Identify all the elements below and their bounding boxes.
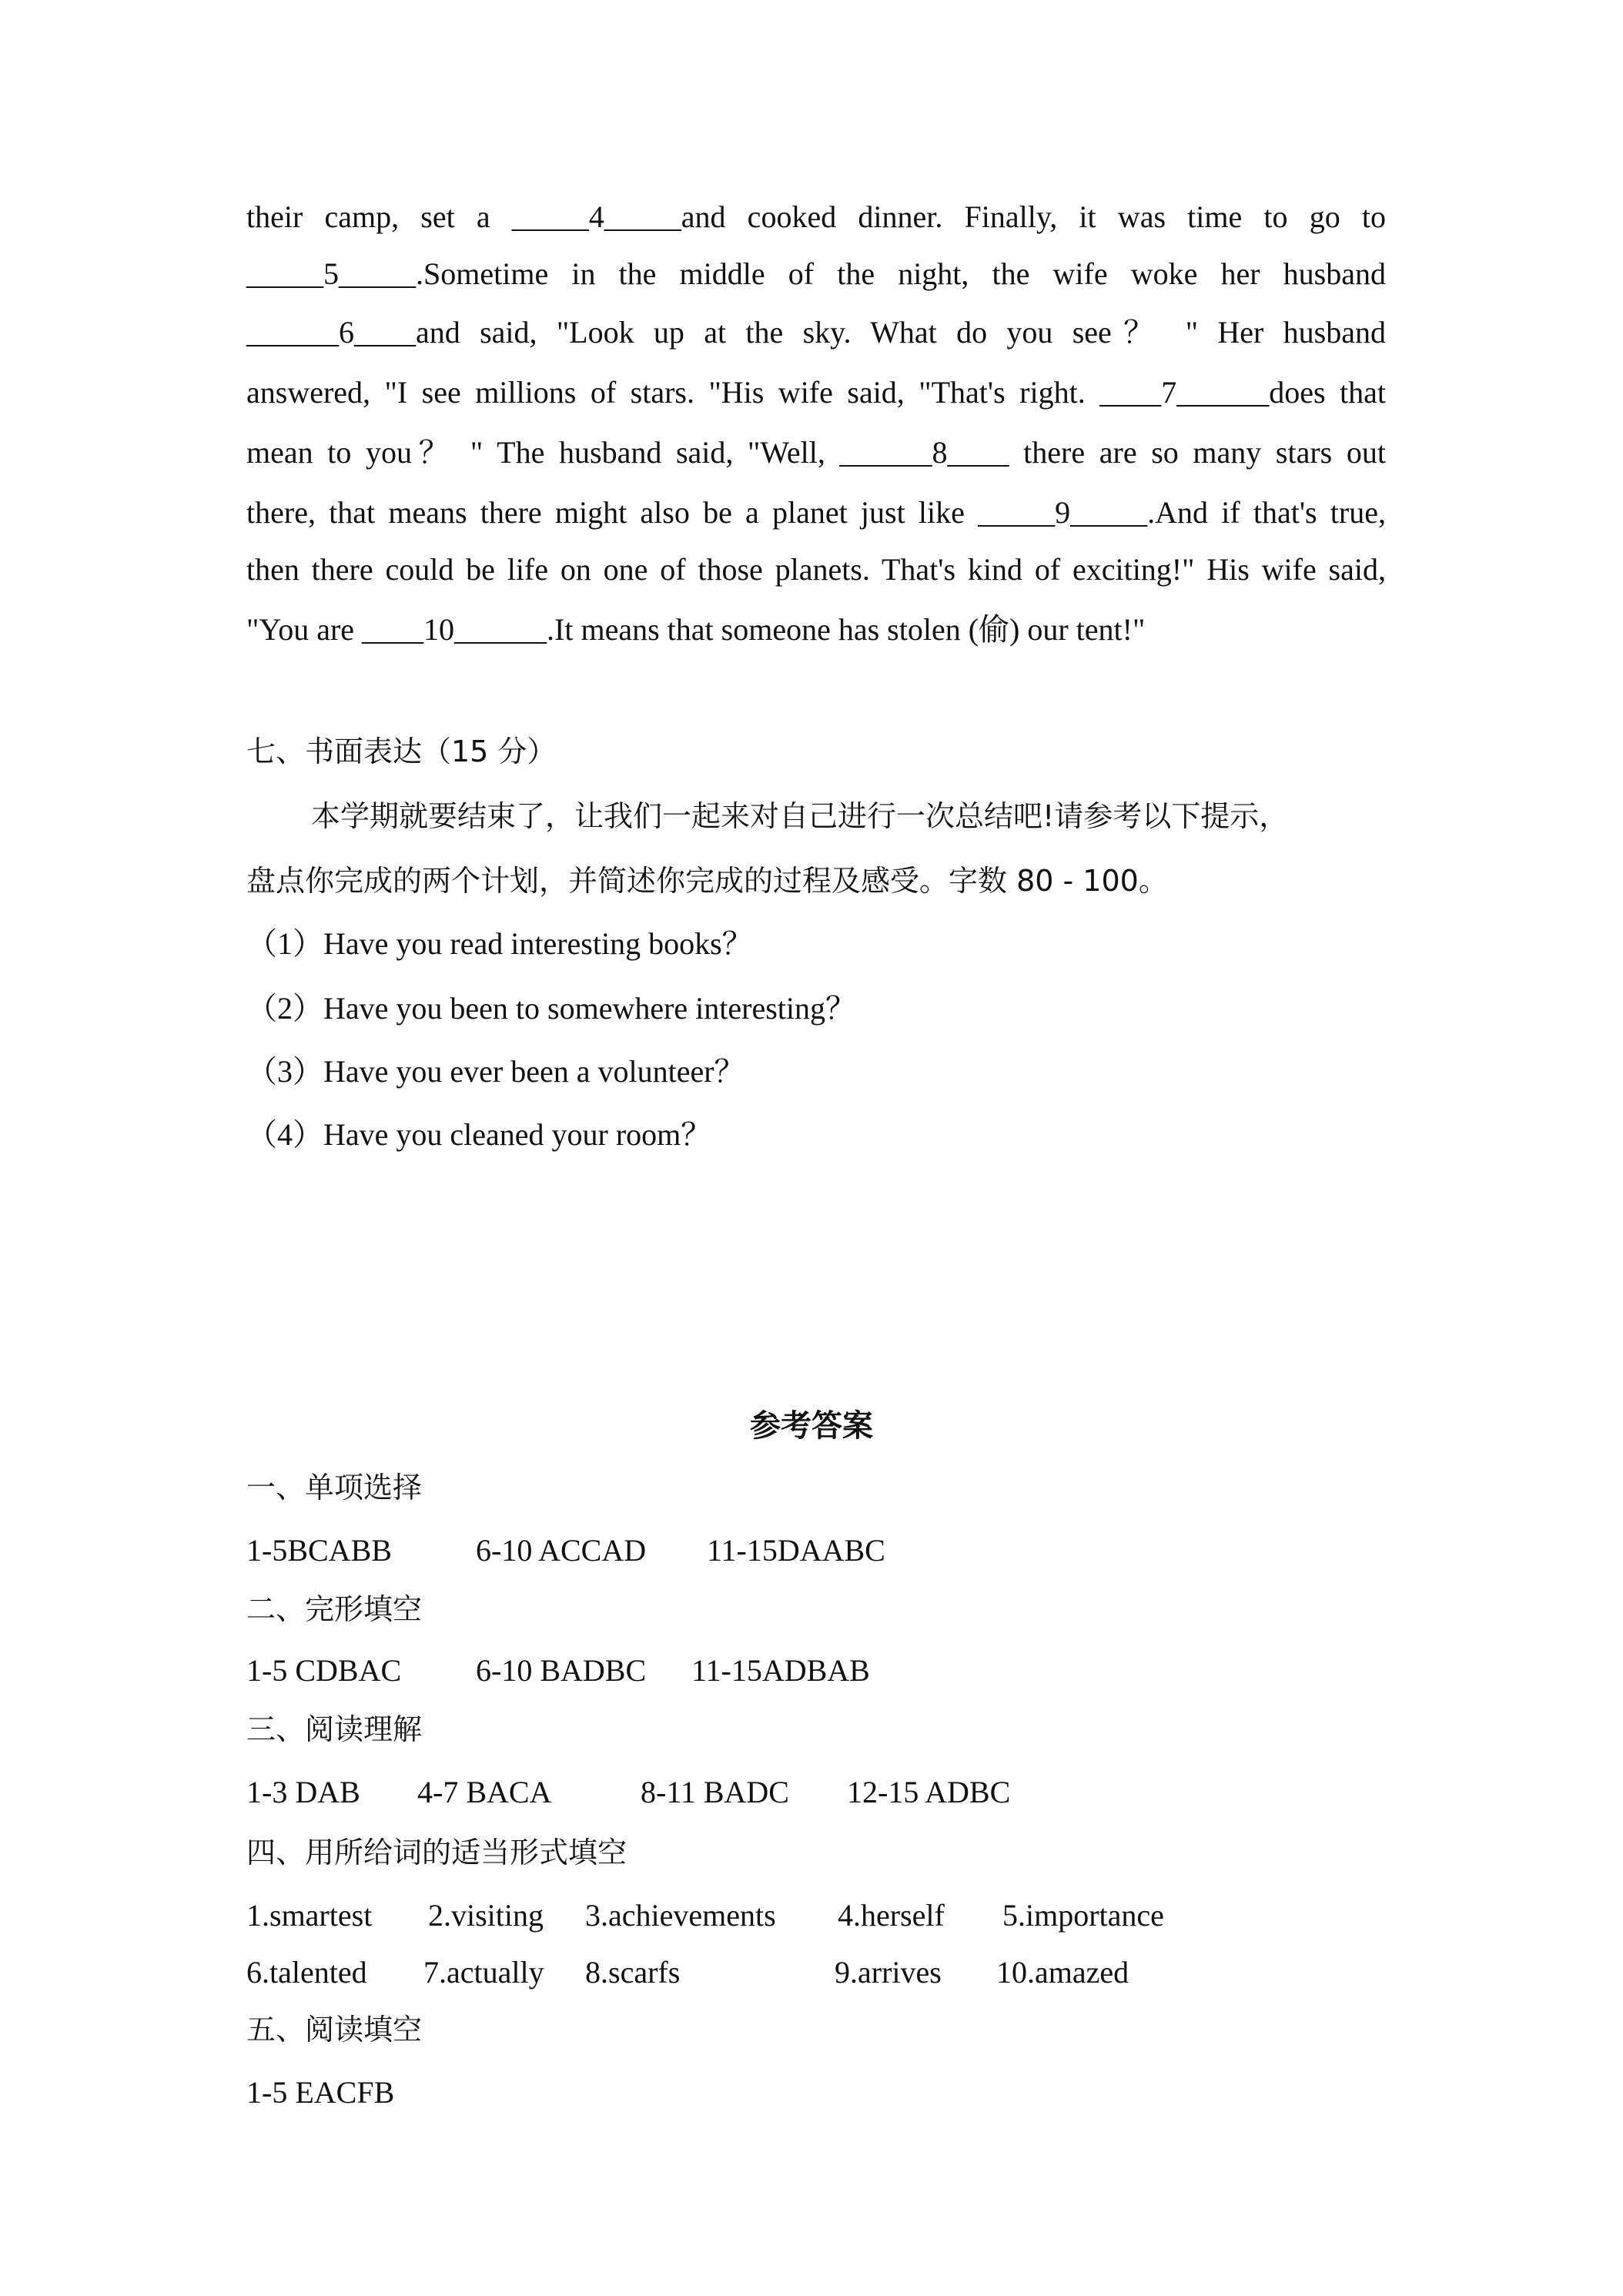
answer-cell: 2.visiting (428, 1898, 544, 1933)
answer-cell: 12-15 ADBC (847, 1775, 1011, 1809)
answer-cell: 1-5 EACFB (246, 2075, 395, 2110)
writing-prompt: （1）Have you read interesting books？ (246, 926, 753, 961)
answer-section-heading: 二、完形填空 (246, 1592, 423, 1626)
answer-cell: 6-10 BADBC (476, 1653, 647, 1688)
answer-cell: 11-15ADBAB (691, 1653, 870, 1688)
answer-section-heading: 三、阅读理解 (246, 1712, 423, 1746)
passage-line: mean to you？ " The husband said, "Well, ______8____ there are so many stars out (246, 435, 1386, 470)
writing-prompt: （2）Have you been to somewhere interesting？ (246, 991, 857, 1026)
answer-cell: 11-15DAABC (707, 1533, 885, 1568)
answer-cell: 9.arrives (835, 1955, 942, 1990)
answer-section-heading: 一、单项选择 (246, 1471, 423, 1504)
answer-cell: 7.actually (423, 1955, 544, 1990)
passage-line: ______6____and said, "Look up at the sky. What do you see？ " Her husband (246, 315, 1386, 350)
answer-cell: 3.achievements (585, 1898, 776, 1933)
answer-cell: 6.talented (246, 1955, 367, 1990)
passage-line: then there could be life on one of those planets. That's kind of exciting!" His wife said, (246, 552, 1386, 587)
writing-prompt: （3）Have you ever been a volunteer？ (246, 1054, 745, 1089)
answer-cell: 10.amazed (996, 1955, 1129, 1990)
answer-cell: 1.smartest (246, 1898, 373, 1933)
writing-prompt: （4）Have you cleaned your room？ (246, 1117, 712, 1152)
passage-line: _____5_____.Sometime in the middle of the night, the wife woke her husband (246, 256, 1386, 291)
passage-line: "You are ____10______.It means that someone has stolen (偷) our tent!" (246, 612, 1146, 647)
answer-cell: 5.importance (1002, 1898, 1164, 1933)
answer-cell: 1-3 DAB (246, 1775, 360, 1809)
passage-line: answered, "I see millions of stars. "His wife said, "That's right. ____7______does that (246, 375, 1386, 410)
answer-cell: 1-5BCABB (246, 1533, 392, 1568)
answer-cell: 8.scarfs (585, 1955, 681, 1990)
passage-line: their camp, set a _____4_____and cooked dinner. Finally, it was time to go to (246, 199, 1386, 234)
passage-line: there, that means there might also be a planet just like _____9_____.And if that's true, (246, 495, 1386, 530)
answer-section-heading: 四、用所给词的适当形式填空 (246, 1836, 627, 1869)
writing-heading: 七、书面表达（15 分） (246, 735, 557, 768)
writing-instruction: 盘点你完成的两个计划，并简述你完成的过程及感受。字数 80 - 100。 (246, 864, 1168, 898)
writing-instruction: 本学期就要结束了，让我们一起来对自己进行一次总结吧!请参考以下提示， (311, 799, 1289, 833)
answer-cell: 8-11 BADC (641, 1775, 789, 1809)
answer-key-title: 参考答案 (750, 1408, 873, 1444)
answer-cell: 4.herself (838, 1898, 945, 1933)
answer-cell: 6-10 ACCAD (476, 1533, 647, 1568)
answer-cell: 1-5 CDBAC (246, 1653, 402, 1688)
answer-cell: 4-7 BACA (417, 1775, 552, 1809)
answer-section-heading: 五、阅读填空 (246, 2013, 423, 2047)
